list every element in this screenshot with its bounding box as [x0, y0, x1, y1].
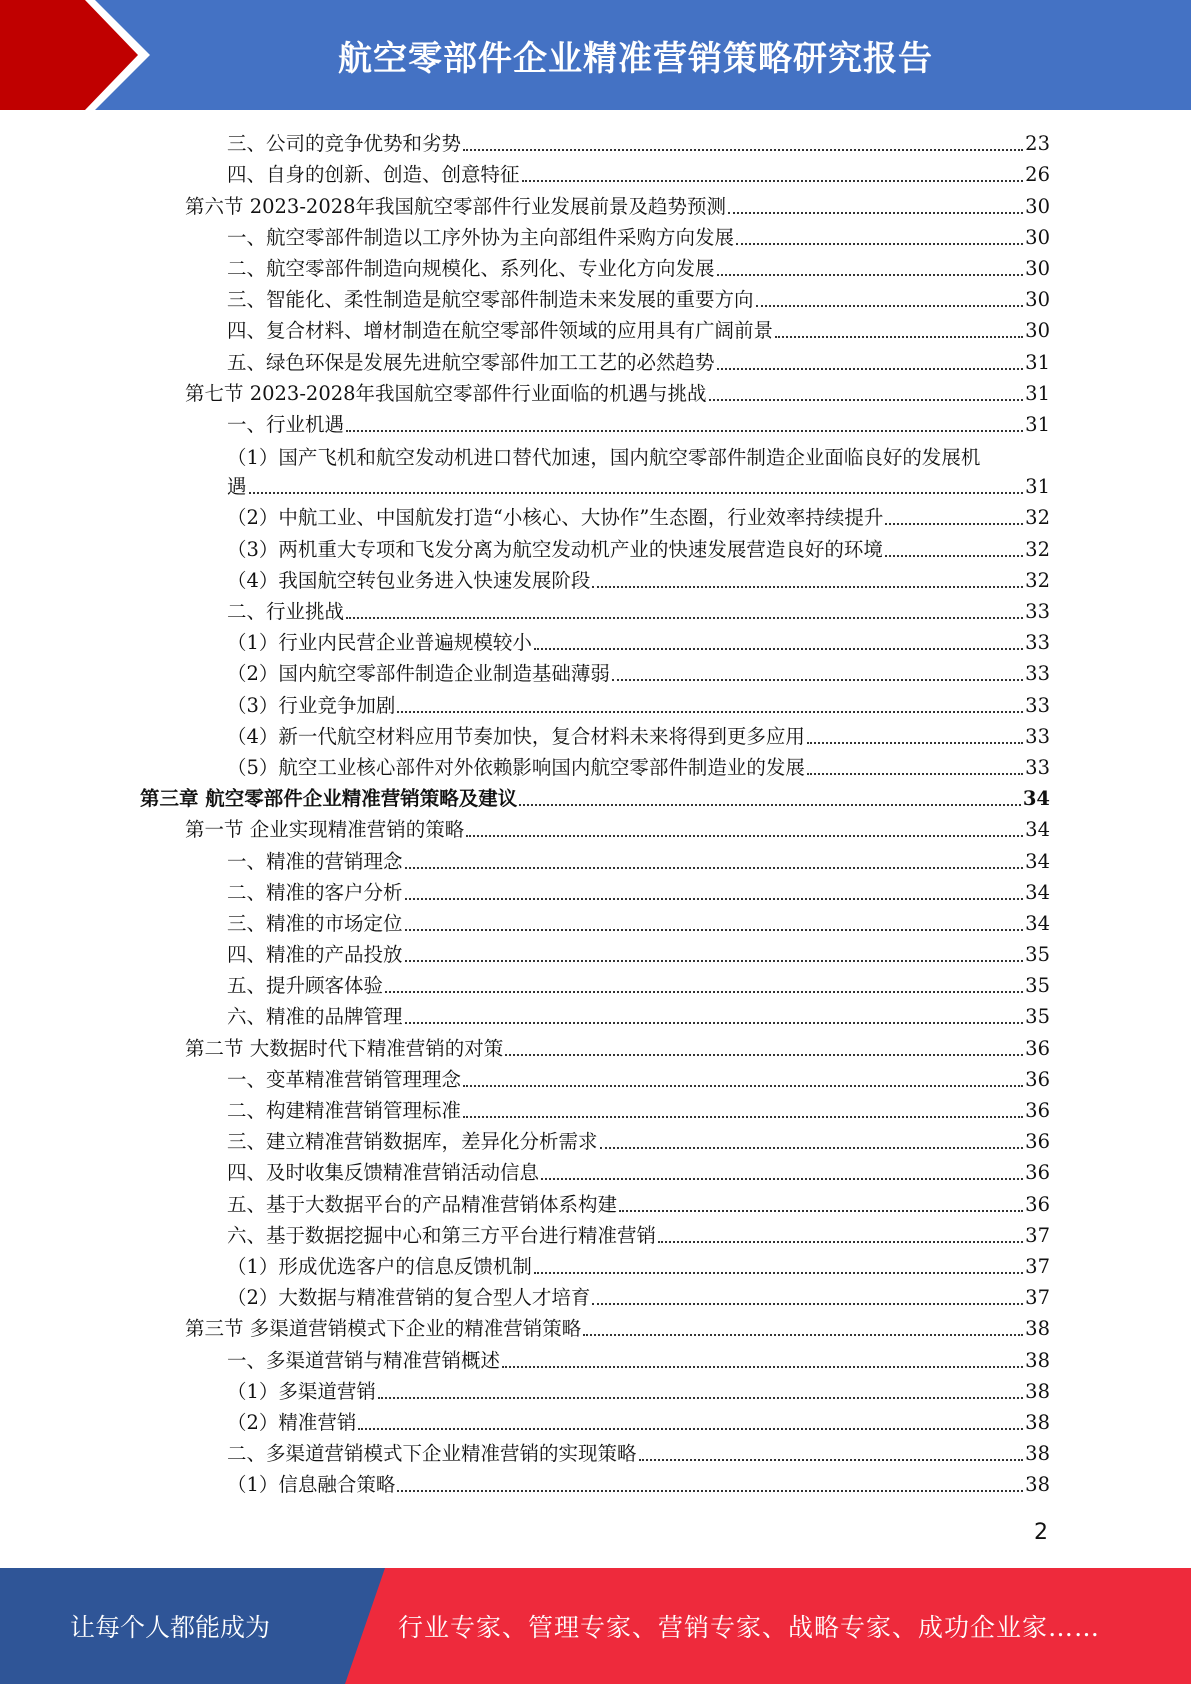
toc-subsection-entry[interactable]: [140, 533, 1050, 564]
toc-entry-label: （2）精准营销: [227, 1410, 357, 1434]
toc-subsection-entry[interactable]: [140, 1095, 1050, 1126]
toc-page-number: 38: [1025, 1379, 1050, 1403]
toc-page-number: 32: [1025, 568, 1050, 592]
toc-section-entry[interactable]: [140, 1032, 1050, 1063]
toc-leader-dots: [709, 399, 1024, 401]
toc-leader-dots: [385, 991, 1023, 993]
table-of-contents: [140, 128, 1050, 1500]
toc-page-number: 34: [1025, 911, 1050, 935]
toc-page-number: 30: [1025, 288, 1050, 312]
toc-subsection-entry[interactable]: [140, 939, 1050, 970]
toc-page-number: 36: [1025, 1036, 1050, 1060]
toc-entry-label: 四、自身的创新、创造、创意特征: [227, 163, 520, 187]
toc-entry-label: 四、复合材料、增材制造在航空零部件领域的应用具有广阔前景: [227, 319, 774, 343]
page-header: [0, 0, 1191, 110]
toc-subsection-entry[interactable]: [140, 253, 1050, 284]
toc-page-number: 23: [1025, 132, 1050, 156]
toc-page-number: 37: [1025, 1254, 1050, 1278]
toc-leader-dots: [639, 1459, 1024, 1461]
toc-entry-label: 第一节 企业实现精准营销的策略: [185, 818, 465, 842]
toc-leader-dots: [519, 804, 1021, 806]
toc-section-entry[interactable]: [140, 190, 1050, 221]
toc-entry-label: 六、精准的品牌管理: [227, 1005, 403, 1029]
toc-leader-dots: [346, 617, 1023, 619]
toc-leader-dots: [807, 773, 1023, 775]
toc-subsection-entry[interactable]: [140, 721, 1050, 752]
toc-entry-label: 二、航空零部件制造向规模化、系列化、专业化方向发展: [227, 256, 715, 280]
toc-page-number: 33: [1025, 724, 1050, 748]
toc-subsection-entry[interactable]: [140, 284, 1050, 315]
toc-page-number: 31: [1025, 412, 1050, 436]
toc-subsection-entry[interactable]: [140, 1220, 1050, 1251]
toc-subsection-entry[interactable]: [140, 1344, 1050, 1375]
toc-entry-label: （1）形成优选客户的信息反馈机制: [227, 1254, 532, 1278]
toc-subsection-entry[interactable]: [140, 128, 1050, 159]
toc-subsection-entry[interactable]: [140, 159, 1050, 190]
toc-entry-label: 五、提升顾客体验: [227, 974, 384, 998]
toc-section-entry[interactable]: [140, 814, 1050, 845]
toc-page-number: 26: [1025, 163, 1050, 187]
toc-leader-dots: [658, 1241, 1023, 1243]
toc-section-entry[interactable]: [140, 1313, 1050, 1344]
toc-leader-dots: [405, 929, 1024, 931]
toc-page-number: 30: [1025, 256, 1050, 280]
toc-page-number: 38: [1025, 1348, 1050, 1372]
toc-entry-label: （2）国内航空零部件制造企业制造基础薄弱: [227, 662, 610, 686]
toc-page-number: 34: [1022, 787, 1050, 811]
toc-subsection-entry[interactable]: [140, 1157, 1050, 1188]
toc-entry-label: （4）我国航空转包业务进入快速发展阶段: [227, 568, 591, 592]
toc-entry-label-tail: 遇: [227, 475, 247, 499]
toc-page-number: 33: [1025, 631, 1050, 655]
toc-leader-dots: [505, 1054, 1023, 1056]
toc-section-entry[interactable]: [140, 378, 1050, 409]
toc-leader-dots: [736, 243, 1023, 245]
toc-entry-label: （3）两机重大专项和飞发分离为航空发动机产业的快速发展营造良好的环境: [227, 537, 883, 561]
toc-leader-dots: [249, 492, 1024, 494]
toc-leader-dots: [463, 1085, 1023, 1087]
toc-subsection-entry[interactable]: [140, 1188, 1050, 1219]
toc-page-number: 36: [1025, 1099, 1050, 1123]
toc-entry-label: 第二节 大数据时代下精准营销的对策: [185, 1036, 504, 1060]
toc-leader-dots: [534, 1272, 1023, 1274]
toc-subsection-entry[interactable]: [140, 1438, 1050, 1469]
toc-entry-label: （5）航空工业核心部件对外依赖影响国内航空零部件制造业的发展: [227, 755, 805, 779]
toc-entry-label: 三、智能化、柔性制造是航空零部件制造未来发展的重要方向: [227, 288, 754, 312]
toc-leader-dots: [541, 1178, 1023, 1180]
toc-entry-label: （2）中航工业、中国航发打造“小核心、大协作”生态圈，行业效率持续提升: [227, 506, 884, 530]
toc-subsection-entry[interactable]: [140, 845, 1050, 876]
toc-subsection-entry[interactable]: [140, 565, 1050, 596]
toc-entry-label: （1）信息融合策略: [227, 1473, 396, 1497]
toc-leader-dots: [463, 149, 1023, 151]
toc-entry-label: 二、精准的客户分析: [227, 880, 403, 904]
toc-entry-label: 三、建立精准营销数据库，差异化分析需求: [227, 1130, 598, 1154]
toc-leader-dots: [378, 1397, 1023, 1399]
toc-page-number: 34: [1025, 849, 1050, 873]
toc-leader-dots: [592, 1303, 1023, 1305]
toc-page-number: 38: [1025, 1442, 1050, 1466]
toc-leader-dots: [405, 1022, 1024, 1024]
toc-page-number: 36: [1025, 1161, 1050, 1185]
toc-entry-label: 二、构建精准营销管理标准: [227, 1099, 462, 1123]
header-arrow-decoration: [0, 0, 150, 110]
toc-chapter-entry[interactable]: [140, 783, 1050, 814]
toc-page-number: 33: [1025, 693, 1050, 717]
toc-entry-label: 五、绿色环保是发展先进航空零部件加工工艺的必然趋势: [227, 350, 715, 374]
toc-entry-label: 五、基于大数据平台的产品精准营销体系构建: [227, 1192, 618, 1216]
toc-leader-dots: [502, 1366, 1023, 1368]
toc-page-number: 34: [1025, 880, 1050, 904]
toc-entry-label: 第六节 2023-2028年我国航空零部件行业发展前景及趋势预测: [185, 194, 727, 218]
toc-page-number: 38: [1025, 1317, 1050, 1341]
toc-leader-dots: [807, 742, 1023, 744]
toc-entry-label: 二、多渠道营销模式下企业精准营销的实现策略: [227, 1442, 637, 1466]
toc-page-number: 36: [1025, 1192, 1050, 1216]
toc-page-number: 30: [1025, 319, 1050, 343]
toc-entry-label: 一、精准的营销理念: [227, 849, 403, 873]
toc-page-number: 35: [1025, 943, 1050, 967]
toc-subsection-entry[interactable]: [140, 1282, 1050, 1313]
toc-entry-label: 一、多渠道营销与精准营销概述: [227, 1348, 501, 1372]
toc-leader-dots: [466, 835, 1023, 837]
page-number: 2: [1034, 1520, 1048, 1545]
toc-leader-dots: [728, 212, 1023, 214]
toc-subsection-entry[interactable]: [140, 752, 1050, 783]
toc-subsection-entry[interactable]: [140, 315, 1050, 346]
toc-leader-dots: [358, 1428, 1023, 1430]
toc-leader-dots: [405, 867, 1024, 869]
footer-slogan-right: 行业专家、管理专家、营销专家、战略专家、成功企业家……: [398, 1613, 1101, 1642]
toc-leader-dots: [534, 648, 1023, 650]
toc-subsection-entry[interactable]: [140, 877, 1050, 908]
toc-page-number: 38: [1025, 1410, 1050, 1434]
toc-subsection-entry[interactable]: [140, 346, 1050, 377]
toc-subsection-entry[interactable]: [140, 1469, 1050, 1500]
toc-page-number: 32: [1025, 506, 1050, 530]
toc-subsection-entry[interactable]: [140, 970, 1050, 1001]
toc-leader-dots: [522, 180, 1024, 182]
toc-entry-label: 四、及时收集反馈精准营销活动信息: [227, 1161, 540, 1185]
toc-subsection-entry[interactable]: [140, 1064, 1050, 1095]
toc-subsection-entry[interactable]: [140, 1126, 1050, 1157]
toc-entry-label: 第三节 多渠道营销模式下企业的精准营销策略: [185, 1317, 582, 1341]
toc-entry-label: 一、航空零部件制造以工序外协为主向部组件采购方向发展: [227, 225, 735, 249]
report-title: 航空零部件企业精准营销策略研究报告: [338, 38, 933, 79]
toc-subsection-entry[interactable]: [140, 1407, 1050, 1438]
page-footer: [0, 1568, 1191, 1684]
toc-leader-dots: [600, 1147, 1024, 1149]
toc-page-number: 32: [1025, 537, 1050, 561]
toc-page-number: 36: [1025, 1130, 1050, 1154]
footer-slogan-left: 让每个人都能成为: [69, 1613, 270, 1642]
toc-entry-label: 三、公司的竞争优势和劣势: [227, 132, 462, 156]
toc-leader-dots: [346, 430, 1023, 432]
toc-page-number: 31: [1025, 350, 1050, 374]
toc-leader-dots: [463, 1116, 1023, 1118]
toc-subsection-entry[interactable]: [140, 440, 1050, 502]
toc-entry-label: （1）多渠道营销: [227, 1379, 376, 1403]
toc-page-number: 37: [1025, 1286, 1050, 1310]
toc-leader-dots: [397, 711, 1023, 713]
toc-subsection-entry[interactable]: [140, 627, 1050, 658]
toc-subsection-entry[interactable]: [140, 409, 1050, 440]
toc-leader-dots: [397, 1490, 1023, 1492]
toc-entry-label: （2）大数据与精准营销的复合型人才培育: [227, 1286, 591, 1310]
toc-page-number: 34: [1025, 818, 1050, 842]
toc-leader-dots: [717, 368, 1024, 370]
toc-page-number: 35: [1025, 1005, 1050, 1029]
toc-page-number: 33: [1025, 755, 1050, 779]
toc-subsection-entry[interactable]: [140, 658, 1050, 689]
toc-leader-dots: [717, 274, 1024, 276]
toc-leader-dots: [583, 1334, 1023, 1336]
toc-subsection-entry[interactable]: [140, 689, 1050, 720]
toc-leader-dots: [619, 1210, 1023, 1212]
toc-page-number: 35: [1025, 974, 1050, 998]
toc-leader-dots: [885, 555, 1023, 557]
toc-entry-label: 二、行业挑战: [227, 600, 345, 624]
toc-leader-dots: [405, 960, 1024, 962]
toc-leader-dots: [775, 336, 1023, 338]
toc-subsection-entry[interactable]: [140, 596, 1050, 627]
toc-entry-label: （1）国产飞机和航空发动机进口替代加速，国内航空零部件制造企业面临良好的发展机: [227, 446, 981, 470]
toc-page-number: 33: [1025, 600, 1050, 624]
toc-entry-label: （4）新一代航空材料应用节奏加快，复合材料未来将得到更多应用: [227, 724, 805, 748]
toc-subsection-entry[interactable]: [140, 1251, 1050, 1282]
toc-subsection-entry[interactable]: [140, 1001, 1050, 1032]
toc-subsection-entry[interactable]: [140, 908, 1050, 939]
toc-leader-dots: [612, 679, 1023, 681]
toc-entry-label: 六、基于数据挖掘中心和第三方平台进行精准营销: [227, 1223, 657, 1247]
toc-leader-dots: [885, 523, 1023, 525]
toc-leader-dots: [405, 898, 1024, 900]
toc-page-number: 30: [1025, 225, 1050, 249]
toc-entry-label: 一、变革精准营销管理理念: [227, 1067, 462, 1091]
toc-page-number: 38: [1025, 1473, 1050, 1497]
toc-page-number: 33: [1025, 662, 1050, 686]
toc-entry-label: （3）行业竞争加剧: [227, 693, 396, 717]
toc-page-number: 31: [1025, 475, 1050, 499]
toc-leader-dots: [592, 586, 1023, 588]
toc-entry-label: 第七节 2023-2028年我国航空零部件行业面临的机遇与挑战: [185, 381, 707, 405]
toc-leader-dots: [756, 305, 1024, 307]
toc-page-number: 36: [1025, 1067, 1050, 1091]
toc-entry-label: 四、精准的产品投放: [227, 943, 403, 967]
toc-page-number: 37: [1025, 1223, 1050, 1247]
toc-subsection-entry[interactable]: [140, 222, 1050, 253]
toc-entry-label: （1）行业内民营企业普遍规模较小: [227, 631, 532, 655]
toc-subsection-entry[interactable]: [140, 1376, 1050, 1407]
toc-entry-label: 第三章 航空零部件企业精准营销策略及建议: [140, 787, 518, 811]
toc-page-number: 31: [1025, 381, 1050, 405]
toc-entry-label: 一、行业机遇: [227, 412, 345, 436]
toc-entry-label: 三、精准的市场定位: [227, 911, 403, 935]
toc-page-number: 30: [1025, 194, 1050, 218]
toc-subsection-entry[interactable]: [140, 502, 1050, 533]
